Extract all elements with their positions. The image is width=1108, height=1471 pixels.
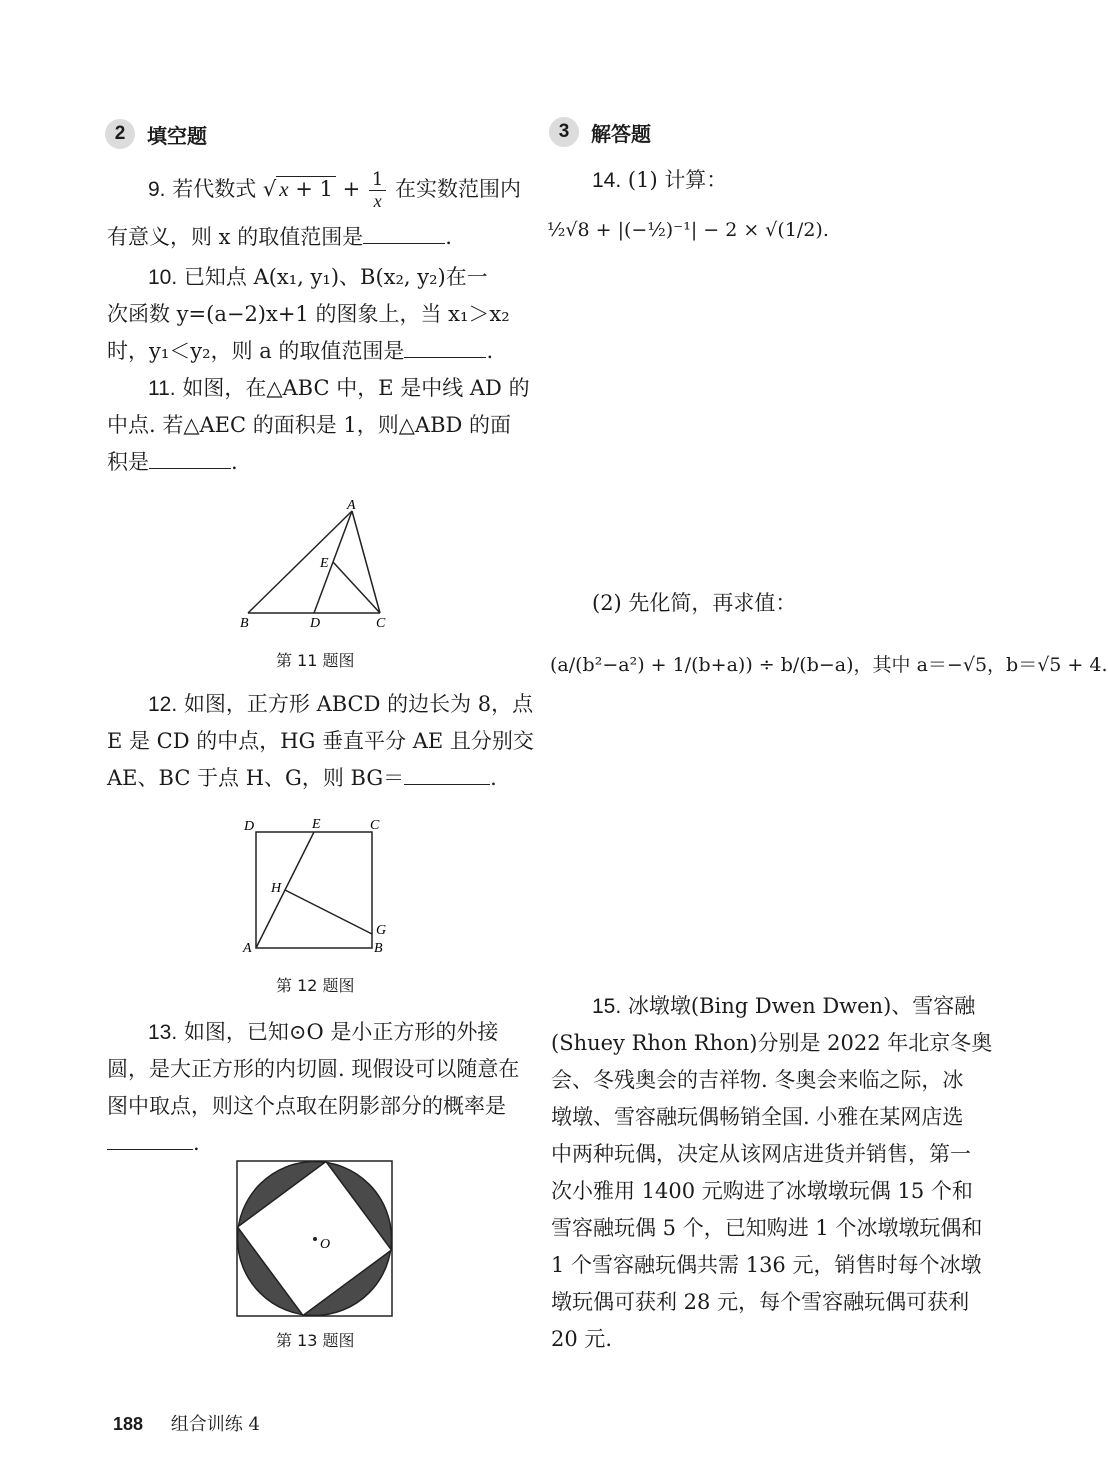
label-E: E [312, 817, 321, 832]
figure-13-caption: 第 13 题图 [276, 1331, 355, 1350]
question-number: 10. [148, 266, 178, 289]
label-D: D [310, 616, 321, 631]
question-9-line-1: 9. 若代数式 √ x + 1 + $\frac{1}{x}$ 在实数范围内 [148, 169, 522, 211]
fraction-1-over-x: $\frac{1}{x}$ [369, 170, 386, 211]
question-14-part-2-expression: (a/(b²−a²) + 1/(b+a)) ÷ b/(b−a)，其中 a＝−√5，b＝√5 + 4. [550, 654, 1108, 676]
figure-12-square [238, 812, 398, 960]
label-C: C [370, 818, 380, 833]
question-15-line: 墩墩、雪容融玩偶畅销全国. 小雅在某网店选 [551, 1105, 964, 1129]
center-point [313, 1237, 317, 1241]
label-D: D [244, 819, 255, 834]
question-15-line: 1 个雪容融玩偶共需 136 元，销售时每个冰墩 [551, 1253, 982, 1277]
question-10-line-3: 时，y₁＜y₂，则 a 的取值范围是 . [107, 339, 494, 363]
question-12-line-1: 12. 如图，正方形 ABCD 的边长为 8，点 [148, 692, 534, 716]
sqrt-expression: √ x + 1 [263, 174, 336, 204]
figure-11-caption: 第 11 题图 [276, 651, 355, 670]
question-14-part-2: (2) 先化简，再求值： [592, 591, 797, 615]
question-15-line: 墩玩偶可获利 28 元，每个雪容融玩偶可获利 [551, 1290, 970, 1314]
label-A: A [347, 498, 356, 513]
question-13-line-4: . [107, 1128, 200, 1158]
edge-BA [248, 511, 352, 613]
question-13-line-3: 图中取点，则这个点取在阴影部分的概率是 [107, 1094, 506, 1118]
question-15-line: 次小雅用 1400 元购进了冰墩墩玩偶 15 个和 [551, 1179, 973, 1203]
question-number: 13. [148, 1021, 178, 1044]
answer-blank[interactable] [404, 337, 486, 358]
label-C: C [376, 616, 386, 631]
question-number: 11. [148, 377, 176, 400]
label-B: B [240, 616, 249, 631]
question-14-part-1: 14. (1) 计算： [592, 168, 728, 192]
section-number: 3 [549, 117, 579, 147]
figure-13-circle-squares [236, 1160, 394, 1318]
question-12-line-2: E 是 CD 的中点，HG 垂直平分 AE 且分别交 [107, 729, 534, 753]
figure-12-caption: 第 12 题图 [276, 976, 355, 995]
question-11-line-2: 中点. 若△AEC 的面积是 1，则△ABD 的面 [107, 413, 512, 437]
question-number: 9. [148, 178, 166, 201]
page-footer [113, 1410, 260, 1436]
question-15-line: 20 元. [551, 1327, 613, 1351]
segment-HG [285, 890, 372, 934]
label-B: B [374, 941, 383, 956]
question-number: 12. [148, 693, 178, 716]
section-header-fill-blank [105, 119, 207, 149]
answer-blank[interactable] [404, 764, 490, 785]
answer-blank[interactable] [363, 223, 445, 244]
question-15-line-1: 15. 冰墩墩(Bing Dwen Dwen)、雪容融 [592, 994, 976, 1018]
question-15-line: 雪容融玩偶 5 个，已知购进 1 个冰墩墩玩偶和 [551, 1216, 983, 1240]
label-A: A [243, 941, 252, 956]
label-O: O [320, 1237, 331, 1252]
question-12-line-3: AE、BC 于点 H、G，则 BG＝ . [107, 766, 497, 790]
question-11-line-1: 11. 如图，在△ABC 中，E 是中线 AD 的 [148, 376, 530, 400]
question-number: 15. [592, 995, 622, 1018]
label-G: G [376, 923, 387, 938]
question-10-line-2: 次函数 y=(a−2)x+1 的图象上，当 x₁＞x₂ [107, 302, 510, 326]
section-header-answers [549, 117, 651, 147]
question-13-line-2: 圆，是大正方形的内切圆. 现假设可以随意在 [107, 1057, 520, 1081]
question-11-line-3: 积是 . [107, 450, 238, 474]
figure-11-triangle [230, 495, 410, 635]
question-15-line: 中两种玩偶，决定从该网店进货并销售，第一 [551, 1142, 971, 1166]
question-15-line: (Shuey Rhon Rhon)分别是 2022 年北京冬奥 [551, 1031, 993, 1055]
section-number: 2 [105, 119, 135, 149]
question-10-line-1: 10. 已知点 A(x₁, y₁)、B(x₂, y₂)在一 [148, 265, 488, 289]
question-number: 14. [592, 169, 622, 192]
label-E: E [320, 556, 329, 571]
section-title: 填空题 [147, 123, 207, 148]
label-H: H [271, 881, 282, 896]
question-9-line-2: 有意义，则 x 的取值范围是 . [107, 225, 452, 249]
question-15-line: 会、冬残奥会的吉祥物. 冬奥会来临之际，冰 [551, 1068, 964, 1092]
question-14-part-1-expression: ½√8 + |(−½)⁻¹| − 2 × √(1/2). [547, 219, 829, 241]
answer-blank[interactable] [107, 1129, 193, 1150]
answer-blank[interactable] [149, 448, 231, 469]
page-footer-title: 组合训练 4 [170, 1414, 260, 1435]
page-number: 188 [113, 1414, 144, 1434]
question-13-line-1: 13. 如图，已知⊙O 是小正方形的外接 [148, 1020, 499, 1044]
section-title: 解答题 [591, 121, 651, 146]
